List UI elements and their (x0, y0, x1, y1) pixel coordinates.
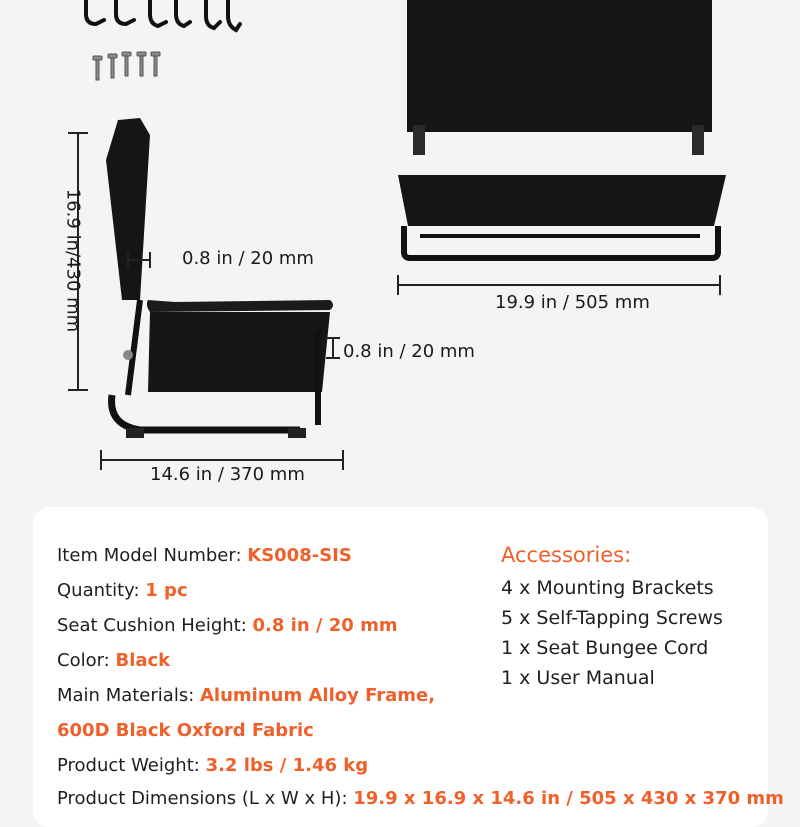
spec-weight: Product Weight: 3.2 lbs / 1.46 kg (57, 755, 369, 776)
side-width-dimension-label: 14.6 in / 370 mm (150, 464, 305, 485)
spec-dimensions: Product Dimensions (L x W x H): 19.9 x 16.9 x 14.6 in / 505 x 430 x 370 mm (57, 788, 784, 809)
accessory-item: 1 x User Manual (501, 667, 655, 689)
spec-model-number: Item Model Number: KS008-SIS (57, 545, 352, 566)
spec-materials: Main Materials: Aluminum Alloy Frame, (57, 685, 436, 706)
chair-front-view (398, 0, 726, 258)
height-dimension-label: 16.9 in/430 mm (62, 188, 84, 333)
cushion-dimension-label: 0.8 in / 20 mm (343, 341, 475, 362)
spec-color: Color: Black (57, 650, 171, 671)
spec-cushion-height: Seat Cushion Height: 0.8 in / 20 mm (57, 615, 398, 636)
accessory-item: 4 x Mounting Brackets (501, 577, 714, 599)
chair-side-view (106, 118, 333, 438)
spec-materials-continued: 600D Black Oxford Fabric (57, 720, 314, 741)
accessory-item: 1 x Seat Bungee Cord (501, 637, 709, 659)
accessories-title: Accessories: (501, 543, 632, 567)
back-gap-dimension-label: 0.8 in / 20 mm (182, 248, 314, 269)
accessory-item: 5 x Self-Tapping Screws (501, 607, 723, 629)
spec-quantity: Quantity: 1 pc (57, 580, 188, 601)
mounting-bracket-icon (86, 0, 240, 30)
screw-icon (93, 52, 160, 80)
front-width-dimension-label: 19.9 in / 505 mm (495, 292, 650, 313)
